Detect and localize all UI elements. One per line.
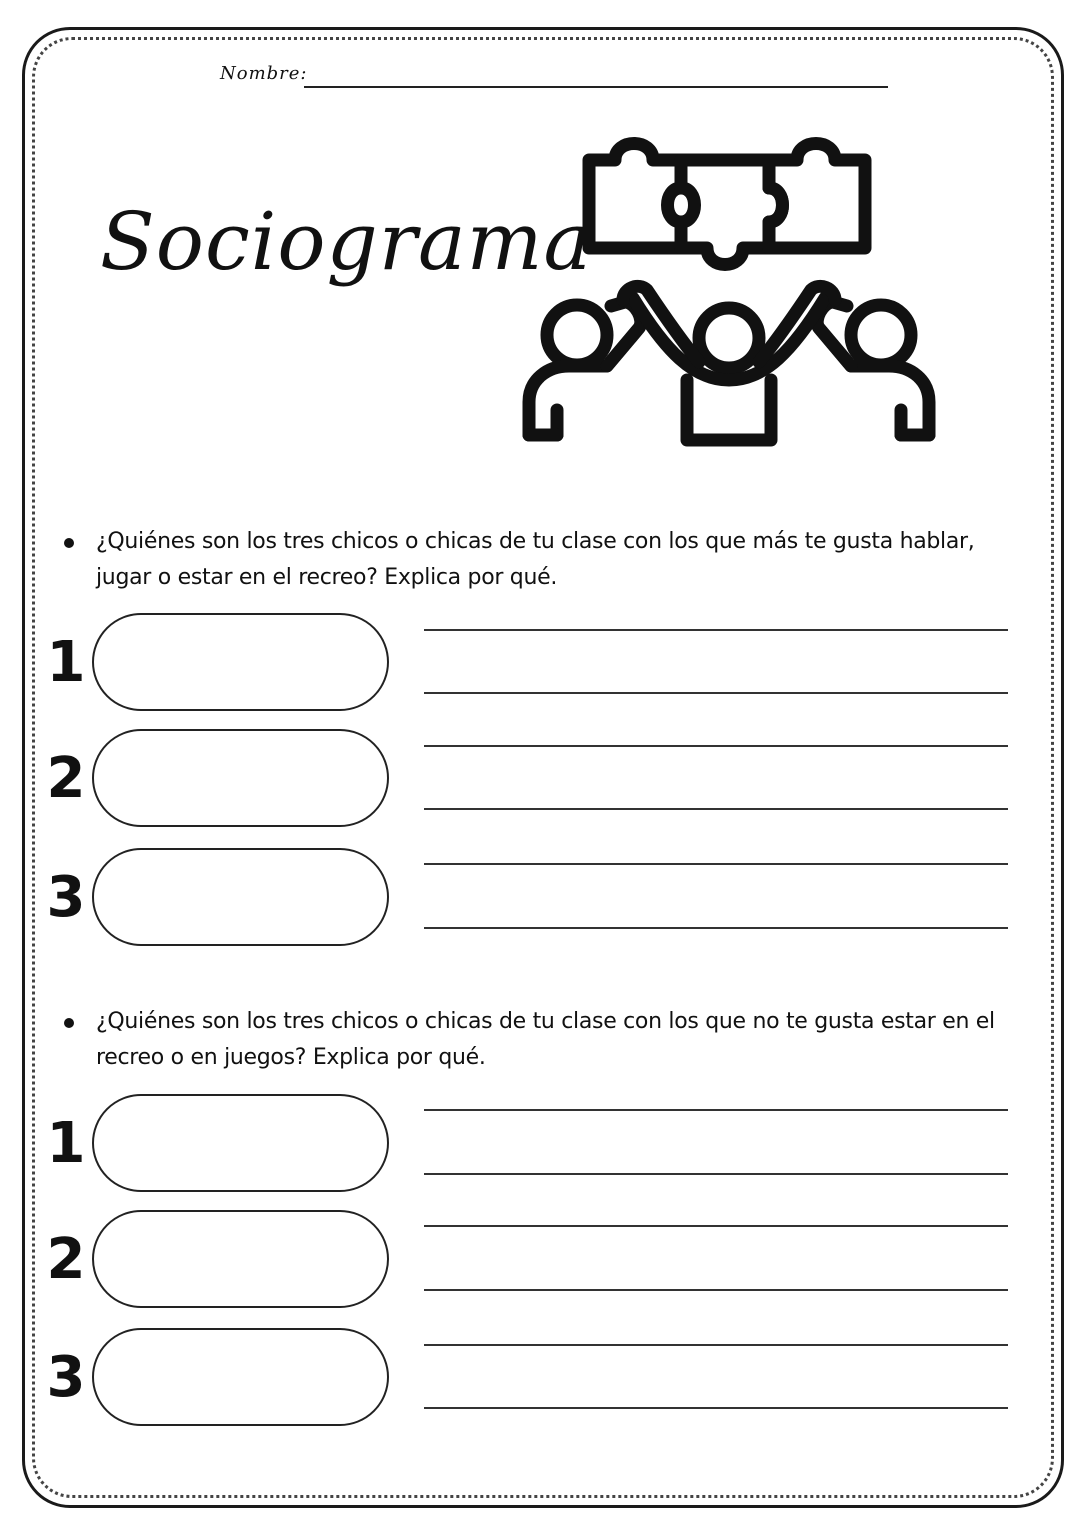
writing-line[interactable] — [424, 808, 1008, 810]
question-text: ¿Quiénes son los tres chicos o chicas de tu clase con los que más te gusta hablar, jugar o estar en el recreo? Explica por qué. — [96, 529, 975, 590]
answer-row — [0, 848, 1086, 948]
answer-number: 2 — [46, 746, 86, 811]
writing-line[interactable] — [424, 1225, 1008, 1227]
name-label: Nombre: — [220, 63, 308, 84]
writing-line[interactable] — [424, 745, 1008, 747]
name-field[interactable] — [304, 86, 888, 88]
name-box[interactable] — [92, 1210, 389, 1308]
writing-line[interactable] — [424, 927, 1008, 929]
answer-row — [0, 613, 1086, 713]
answer-number: 1 — [46, 630, 86, 695]
answer-number: 1 — [46, 1111, 86, 1176]
answer-number: 3 — [46, 865, 86, 930]
writing-line[interactable] — [424, 1289, 1008, 1291]
answer-row — [0, 1210, 1086, 1310]
name-box[interactable] — [92, 1328, 389, 1426]
bullet-icon — [64, 538, 74, 548]
name-box[interactable] — [92, 848, 389, 946]
name-box[interactable] — [92, 729, 389, 827]
bullet-icon — [64, 1018, 74, 1028]
answer-number: 2 — [46, 1227, 86, 1292]
page-title: Sociograma — [100, 195, 593, 288]
answer-number: 3 — [46, 1345, 86, 1410]
teamwork-puzzle-icon — [515, 130, 940, 460]
writing-line[interactable] — [424, 629, 1008, 631]
writing-line[interactable] — [424, 1344, 1008, 1346]
writing-line[interactable] — [424, 1109, 1008, 1111]
name-box[interactable] — [92, 613, 389, 711]
name-box[interactable] — [92, 1094, 389, 1192]
answer-row — [0, 1328, 1086, 1428]
writing-line[interactable] — [424, 1173, 1008, 1175]
answer-row — [0, 1094, 1086, 1194]
answer-row — [0, 729, 1086, 829]
name-row — [220, 60, 890, 90]
writing-line[interactable] — [424, 863, 1008, 865]
writing-line[interactable] — [424, 1407, 1008, 1409]
question-text: ¿Quiénes son los tres chicos o chicas de tu clase con los que no te gusta estar en el recreo o en juegos? Explica por qué. — [96, 1009, 995, 1070]
writing-line[interactable] — [424, 692, 1008, 694]
